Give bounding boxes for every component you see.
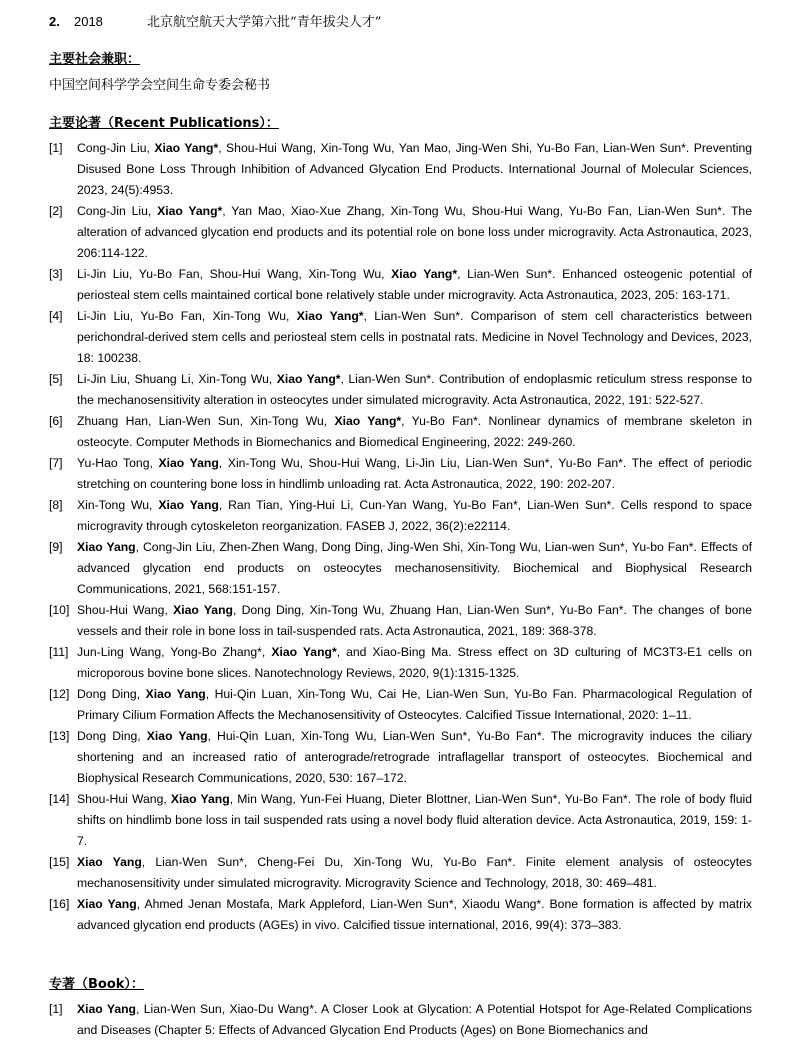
publication-entry bbox=[49, 684, 752, 726]
publication-entry bbox=[49, 894, 752, 936]
highlighted-author: Xiao Yang* bbox=[391, 267, 458, 281]
reference-details: , Xin-Tong Wu, Shou-Hui Wang, Li-Jin Liu, Lian-Wen Sun*, Yu-Bo Fan*. The effect of periodic stretching on countering bone loss in hindlimb unloading rat. Acta Astronautica, 2022, 190: 202-207. bbox=[77, 456, 752, 491]
reference-authors-before: Li-Jin Liu, Yu-Bo Fan, Xin-Tong Wu, bbox=[77, 309, 297, 323]
award-number: 2. bbox=[49, 14, 60, 29]
highlighted-author: Xiao Yang bbox=[77, 897, 137, 911]
highlighted-author: Xiao Yang* bbox=[276, 372, 341, 386]
highlighted-author: Xiao Yang* bbox=[154, 141, 219, 155]
reference-details: , Yu-Bo Fan*. Nonlinear dynamics of membrane skeleton in osteocyte. Computer Methods in Biomechanics and Biomedical Engineering, 2022: 249-260. bbox=[77, 414, 752, 449]
publication-entry bbox=[49, 726, 752, 789]
highlighted-author: Xiao Yang* bbox=[296, 309, 364, 323]
highlighted-author: Xiao Yang bbox=[77, 855, 142, 869]
publication-entry bbox=[49, 201, 752, 264]
reference-details: , Dong Ding, Xin-Tong Wu, Zhuang Han, Lian-Wen Sun*, Yu-Bo Fan*. The changes of bone vessels and their role in bone loss in tail-suspended rats. Acta Astronautica, 2021, 189: 368-378. bbox=[77, 603, 752, 638]
reference-number: [3] bbox=[49, 267, 63, 281]
publications-heading: 主要论著（Recent Publications）： bbox=[49, 116, 279, 131]
highlighted-author: Xiao Yang bbox=[173, 603, 233, 617]
reference-authors-before: Shou-Hui Wang, bbox=[77, 603, 174, 617]
reference-number: [5] bbox=[49, 372, 63, 386]
publication-list bbox=[49, 138, 752, 936]
reference-details: , Ahmed Jenan Mostafa, Mark Appleford, Lian-Wen Sun*, Xiaodu Wang*. Bone formation is affected by matrix advanced glycation end products (AGEs) in vivo. Calcified tissue international, 2016, 99(4): 373–383. bbox=[77, 897, 752, 932]
reference-number: [6] bbox=[49, 414, 63, 428]
highlighted-author: Xiao Yang bbox=[77, 1002, 136, 1016]
highlighted-author: Xiao Yang bbox=[145, 687, 206, 701]
reference-details: , Lian-Wen Sun*. Enhanced osteogenic potential of periosteal stem cells maintained cortical bone relatively stable under microgravity. Acta Astronautica, 2023, 205: 163-171. bbox=[77, 267, 752, 302]
reference-authors-before: Xin-Tong Wu, bbox=[77, 498, 159, 512]
reference-authors-before: Cong-Jin Liu, bbox=[77, 141, 155, 155]
highlighted-author: Xiao Yang* bbox=[157, 204, 223, 218]
reference-number: [15] bbox=[49, 855, 70, 869]
highlighted-author: Xiao Yang bbox=[77, 540, 136, 554]
publication-entry bbox=[49, 789, 752, 852]
reference-authors-before: Yu-Hao Tong, bbox=[77, 456, 159, 470]
reference-number: [11] bbox=[49, 645, 69, 659]
reference-authors-before: Cong-Jin Liu, bbox=[77, 204, 158, 218]
reference-number: [13] bbox=[49, 729, 70, 743]
books-heading: 专著（Book）： bbox=[49, 977, 144, 992]
reference-details: , Lian-Wen Sun, Xiao-Du Wang*. A Closer Look at Glycation: A Potential Hotspot for Age-Related Complications and Diseases (Chapter 5: Effects of Advanced Glycation End Products (Ages) on Bone Biomechanics and bbox=[77, 1002, 752, 1037]
reference-authors-before: Zhuang Han, Lian-Wen Sun, Xin-Tong Wu, bbox=[77, 414, 335, 428]
award-text: 北京航空航天大学第六批“青年拔尖人才” bbox=[147, 15, 382, 30]
reference-number: [2] bbox=[49, 204, 63, 218]
publication-entry bbox=[49, 453, 752, 495]
reference-number: [12] bbox=[49, 687, 70, 701]
reference-details: , Min Wang, Yun-Fei Huang, Dieter Blottner, Lian-Wen Sun*, Yu-Bo Fan*. The role of body fluid shifts on hindlimb bone loss in tail suspended rats using a novel body fluid alteration device. Acta Astronautica, 2019, 159: 1-7. bbox=[77, 792, 752, 848]
highlighted-author: Xiao Yang bbox=[170, 792, 230, 806]
highlighted-author: Xiao Yang bbox=[158, 498, 219, 512]
reference-authors-before: Dong Ding, bbox=[77, 729, 147, 743]
book-list bbox=[49, 999, 752, 1041]
social-role-item: 中国空间科学学会空间生命专委会秘书 bbox=[49, 78, 271, 93]
highlighted-author: Xiao Yang bbox=[158, 456, 219, 470]
reference-details: , Yan Mao, Xiao-Xue Zhang, Xin-Tong Wu, Shou-Hui Wang, Yu-Bo Fan, Lian-Wen Sun*. The alteration of advanced glycation end products and its potential role on bone loss under microgravity. Acta Astronautica, 2023, 206:114-122. bbox=[77, 204, 752, 260]
reference-number: [9] bbox=[49, 540, 63, 554]
reference-details: , Lian-Wen Sun*. Contribution of endoplasmic reticulum stress response to the mechanosensitivity alteration in osteocytes under simulated microgravity. Acta Astronautica, 2022, 191: 522-527. bbox=[77, 372, 753, 407]
reference-number: [7] bbox=[49, 456, 63, 470]
publication-entry bbox=[49, 642, 752, 684]
publication-entry bbox=[49, 306, 752, 369]
reference-authors-before: Dong Ding, bbox=[77, 687, 146, 701]
publication-entry bbox=[49, 369, 752, 411]
reference-authors-before: Shou-Hui Wang, bbox=[77, 792, 171, 806]
reference-authors-before: Li-Jin Liu, Shuang Li, Xin-Tong Wu, bbox=[77, 372, 277, 386]
reference-number: [8] bbox=[49, 498, 63, 512]
award-entry bbox=[49, 12, 381, 33]
book-entry bbox=[49, 999, 752, 1041]
award-year: 2018 bbox=[73, 14, 103, 29]
publication-entry bbox=[49, 264, 752, 306]
reference-details: , Lian-Wen Sun*, Cheng-Fei Du, Xin-Tong Wu, Yu-Bo Fan*. Finite element analysis of osteocytes mechanosensitivity under simulated microgravity. Microgravity Science and Technology, 2018, 30: 469–481. bbox=[77, 855, 752, 890]
reference-details: , Ran Tian, Ying-Hui Li, Cun-Yan Wang, Yu-Bo Fan*, Lian-Wen Sun*. Cells respond to space microgravity through cytoskeleton reorganization. FASEB J, 2022, 36(2):e22114. bbox=[77, 498, 753, 533]
reference-number: [1] bbox=[49, 1002, 63, 1016]
reference-details: , Shou-Hui Wang, Xin-Tong Wu, Yan Mao, Jing-Wen Shi, Yu-Bo Fan, Lian-Wen Sun*. Preventing Disused Bone Loss Through Inhibition of Advanced Glycation End Products. International Journal of Molecular Sciences, 2023, 24(5):4953. bbox=[77, 141, 752, 197]
publication-entry bbox=[49, 600, 752, 642]
reference-details: , Lian-Wen Sun*. Comparison of stem cell characteristics between perichondral-derived stem cells and periosteal stem cells in postnatal rats. Medicine in Novel Technology and Devices, 2023, 18: 100238. bbox=[77, 309, 752, 365]
publication-entry bbox=[49, 537, 752, 600]
reference-details: , Hui-Qin Luan, Xin-Tong Wu, Lian-Wen Sun*, Yu-Bo Fan*. The microgravity induces the ciliary shortening and an increased ratio of anterograde/retrograde intraflagellar transport of osteocytes. Biochemical and Biophysical Research Communications, 2020, 530: 167–172. bbox=[77, 729, 753, 785]
reference-number: [14] bbox=[49, 792, 70, 806]
highlighted-author: Xiao Yang bbox=[146, 729, 208, 743]
reference-details: , and Xiao-Bing Ma. Stress effect on 3D culturing of MC3T3-E1 cells on microporous bovine bone slices. Nanotechnology Reviews, 2020, 9(1):1315-1325. bbox=[77, 645, 752, 680]
publication-entry bbox=[49, 852, 752, 894]
publication-entry bbox=[49, 138, 752, 201]
reference-details: , Cong-Jin Liu, Zhen-Zhen Wang, Dong Ding, Jing-Wen Shi, Xin-Tong Wu, Lian-wen Sun*, Yu-bo Fan*. Effects of advanced glycation end products on osteocytes mechanosensitivity. Biochemical and Biophysical Research Communications, 2021, 568:151-157. bbox=[77, 540, 752, 596]
reference-details: , Hui-Qin Luan, Xin-Tong Wu, Cai He, Lian-Wen Sun, Yu-Bo Fan. Pharmacological Regulation of Primary Cilium Formation Affects the Mechanosensitivity of Osteocytes. Calcified Tissue International, 2020: 1–11. bbox=[77, 687, 753, 722]
publication-entry bbox=[49, 495, 752, 537]
reference-number: [4] bbox=[49, 309, 63, 323]
reference-authors-before: Li-Jin Liu, Yu-Bo Fan, Shou-Hui Wang, Xin-Tong Wu, bbox=[77, 267, 392, 281]
highlighted-author: Xiao Yang* bbox=[334, 414, 402, 428]
social-roles-heading: 主要社会兼职： bbox=[49, 52, 141, 67]
publication-entry bbox=[49, 411, 752, 453]
reference-number: [10] bbox=[49, 603, 70, 617]
reference-number: [16] bbox=[49, 897, 70, 911]
reference-authors-before: Jun-Ling Wang, Yong-Bo Zhang*, bbox=[77, 645, 272, 659]
highlighted-author: Xiao Yang* bbox=[271, 645, 337, 659]
reference-number: [1] bbox=[49, 141, 63, 155]
